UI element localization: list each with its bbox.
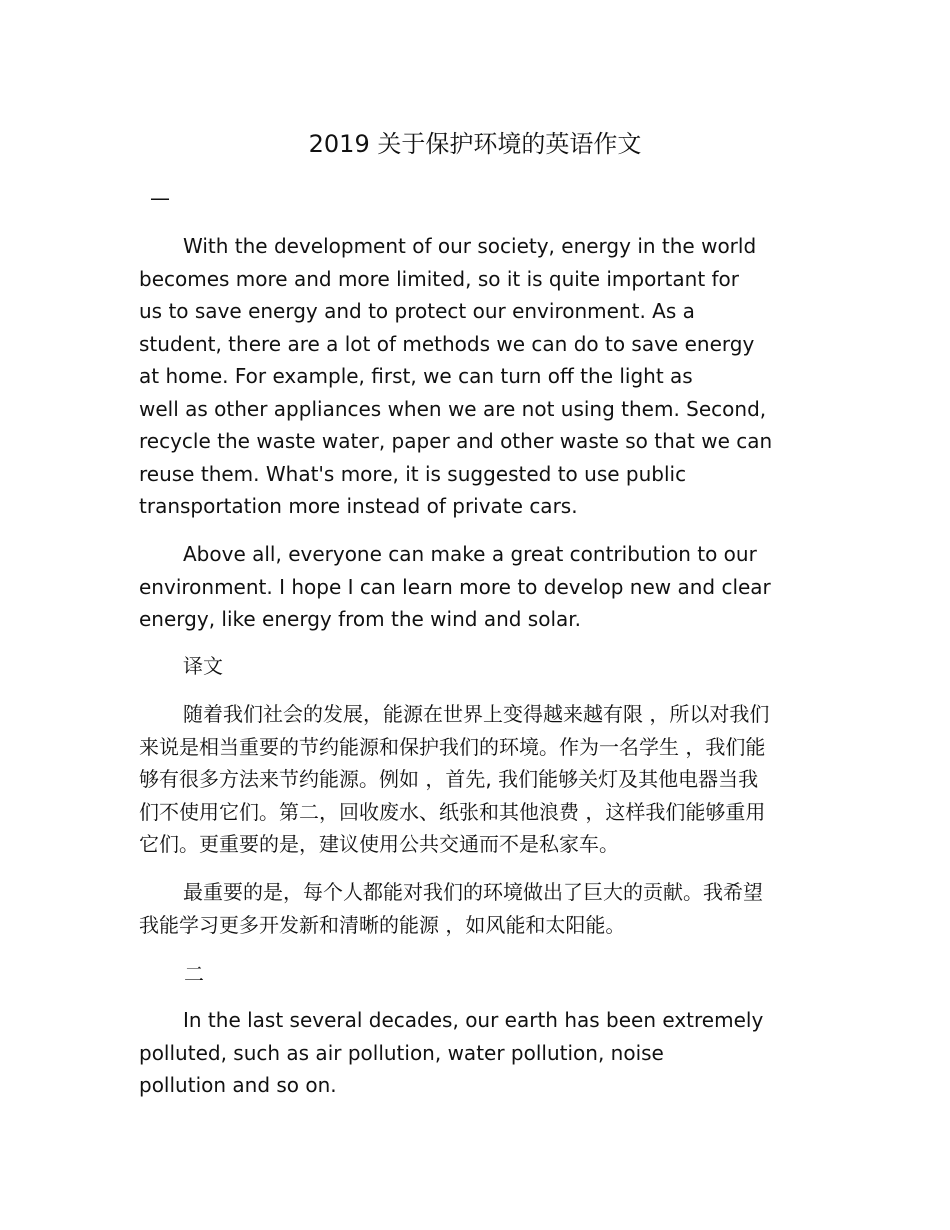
paragraph-line: 够有很多方法来节约能源。例如 ，首先, 我们能够关灯及其他电器当我 [139,767,759,791]
paragraph-line: energy, like energy from the wind and solar. [139,607,582,631]
paragraph-line: 来说是相当重要的节约能源和保护我们的环境。作为一名学生 ，我们能 [139,734,766,759]
section-one-marker: — [150,186,170,210]
paragraph-line: becomes more and more limited, so it is quite important for [139,266,740,291]
paragraph-line: polluted, such as air pollution, water pollution, noise [139,1040,664,1065]
paragraph-chinese-1 [139,698,769,861]
paragraph-english-3 [139,1004,763,1102]
document-title: 2019 关于保护环境的英语作文 [308,130,642,158]
paragraph-english-2 [139,538,771,636]
section-two-marker: 二 [184,962,204,986]
paragraph-line: transportation more instead of private cars. [139,494,578,518]
paragraph-line: reuse them. What's more, it is suggested to use public [139,461,687,486]
paragraph-line: 它们。更重要的是，建议使用公共交通而不是私家车。 [139,832,619,856]
paragraph-line: Above all, everyone can make a great contribution to our [183,542,757,566]
paragraph-line: pollution and so on. [139,1073,337,1097]
paragraph-line: 最重要的是，每个人都能对我们的环境做出了巨大的贡献。我希望 [183,880,763,904]
paragraph-line: student, there are a lot of methods we can do to save energy [139,331,755,356]
paragraph-line: at home. For example, first, we can turn off the light as [139,364,693,388]
paragraph-line: With the development of our society, energy in the world [183,234,757,258]
paragraph-line: 我能学习更多开发新和清晰的能源 ，如风能和太阳能。 [139,912,626,937]
paragraph-line: us to save energy and to protect our environment. As a [139,299,695,323]
paragraph-line: environment. I hope I can learn more to develop new and clear [139,574,771,599]
paragraph-line: In the last several decades, our earth has been extremely [183,1008,764,1032]
paragraph-line: well as other appliances when we are not using them. Second, [139,396,767,421]
paragraph-line: 们不使用它们。第二，回收废水、纸张和其他浪费 ，这样我们能够重用 [139,799,766,824]
translation-label: 译文 [183,654,223,678]
paragraph-line: 随着我们社会的发展，能源在世界上变得越来越有限 ，所以对我们 [183,702,770,726]
paragraph-line: recycle the waste water, paper and other waste so that we can [139,429,773,453]
paragraph-english-1 [139,230,772,523]
paragraph-chinese-2 [139,876,763,941]
